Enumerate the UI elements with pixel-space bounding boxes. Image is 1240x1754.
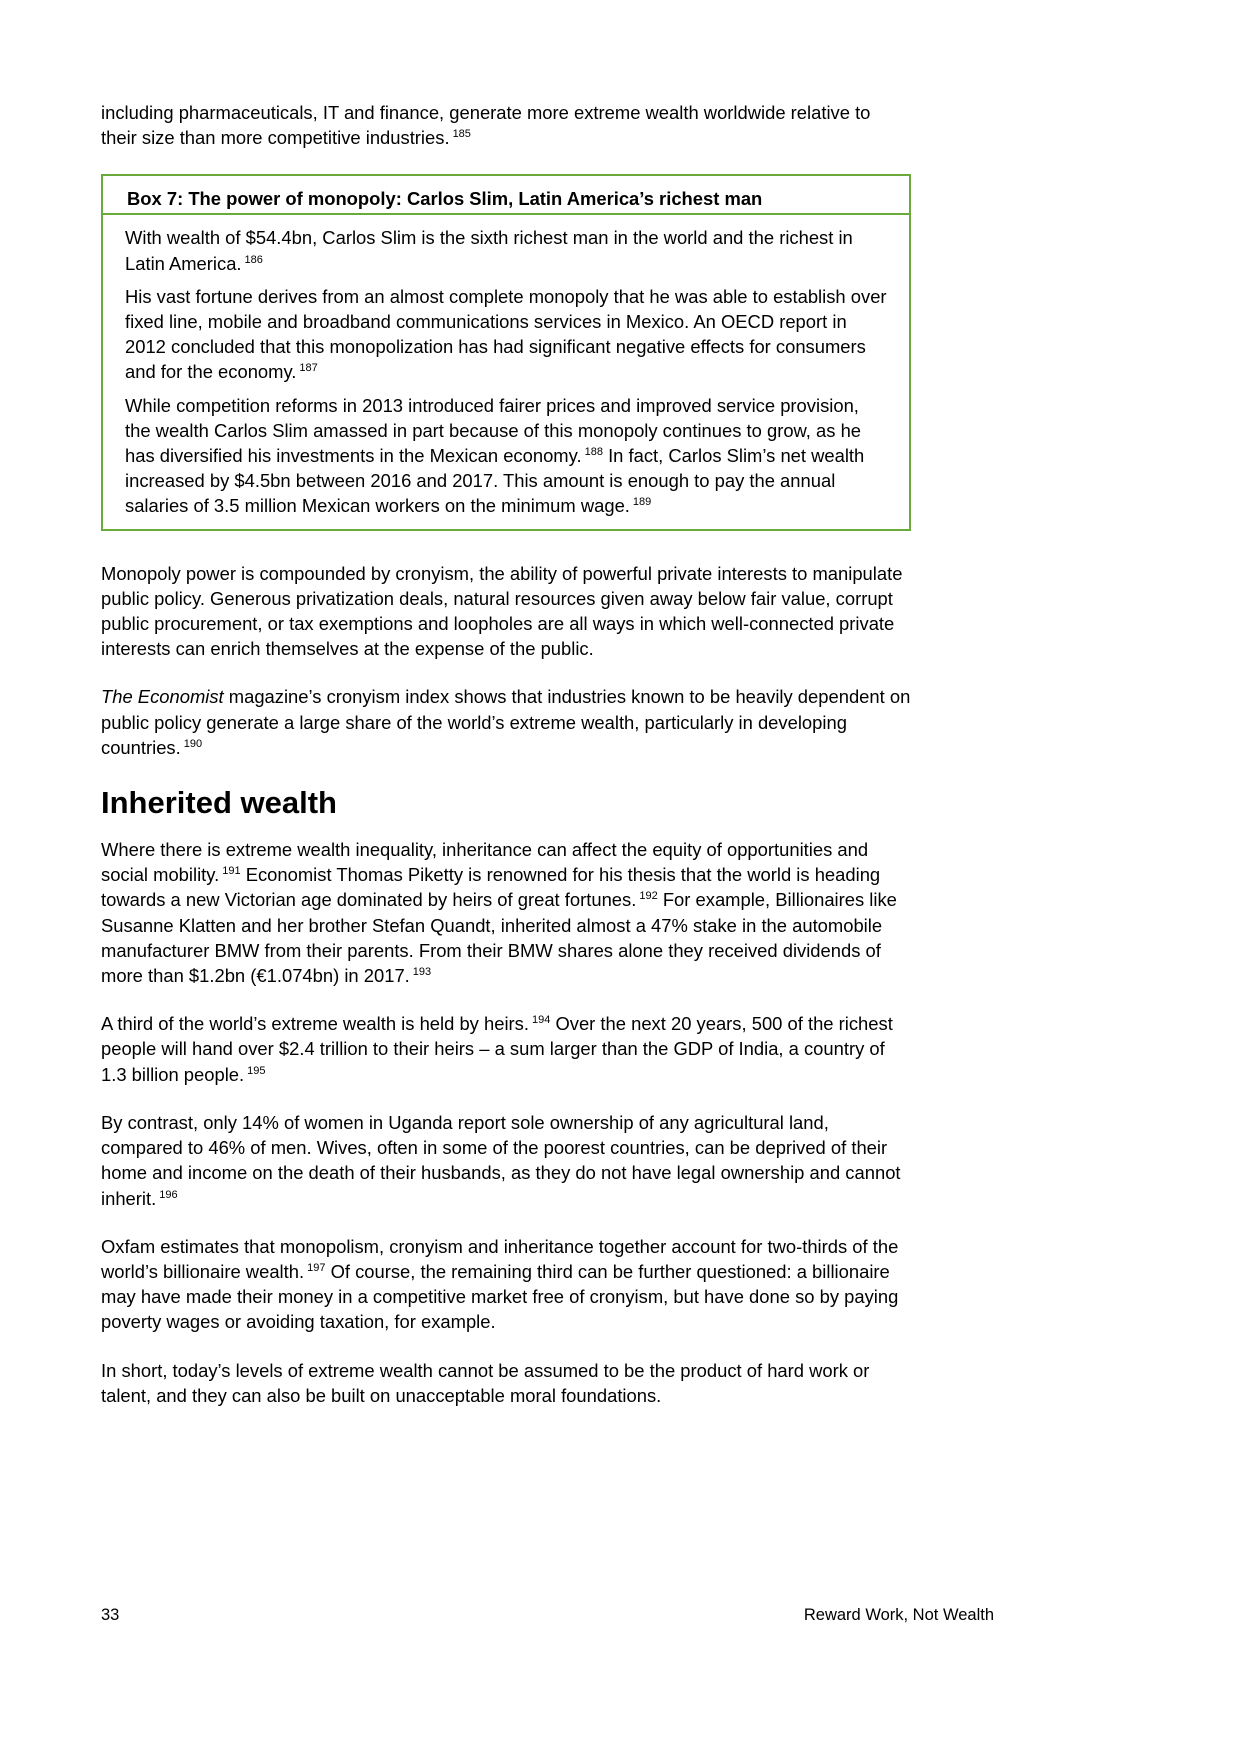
intro-paragraph xyxy=(101,100,911,150)
report-title: Reward Work, Not Wealth xyxy=(803,1606,994,1624)
conclusion-paragraph: In short, today’s levels of extreme wealth cannot be assumed to be the product of hard work or talent, and they can also be built on unacceptable moral foundations. xyxy=(101,1359,870,1406)
uganda-text: By contrast, only 14% of women in Uganda report sole ownership of any agricultural land, compared to 46% of men. Wives, often in some of the poorest countries, can be deprived of their home and income on the death of their husbands, as they do not have legal ownership and cannot inherit. xyxy=(101,1111,901,1209)
oxfam-text-b: Of course, the remaining third can be further questioned: a billionaire may have made their money in a competitive market free of cronyism, but have done so by paying poverty wages or avoiding taxation, for example. xyxy=(101,1260,899,1333)
footnote-ref[interactable]: 191 xyxy=(222,865,241,878)
inheritance-paragraph xyxy=(101,837,911,988)
box-paragraph-2-text: His vast fortune derives from an almost complete monopoly that he was able to establish over fixed line, mobile and broadband communications services in Mexico. An OECD report in 2012 concluded that this monopolization has had significant negative effects for consumers and for the economy. xyxy=(125,285,887,383)
inheritance-text-a: Where there is extreme wealth inequality, inheritance can affect the equity of opportunities and social mobility. xyxy=(101,839,869,886)
box-paragraph-3-text-a: While competition reforms in 2013 introduced fairer prices and improved service provision, the wealth Carlos Slim amassed in part because of this monopoly continues to grow, as he has diversified his investments in the Mexican economy. xyxy=(125,394,862,467)
publication-title: The Economist xyxy=(101,686,224,708)
footnote-ref[interactable]: 190 xyxy=(183,737,203,750)
footnote-ref[interactable]: 192 xyxy=(639,890,658,903)
footnote-ref[interactable]: 187 xyxy=(299,362,318,375)
page-content xyxy=(101,100,911,1431)
intro-text: including pharmaceuticals, IT and finance, generate more extreme wealth worldwide relative to their size than more competitive industries. xyxy=(101,102,871,149)
inheritance-text-b: Economist Thomas Piketty is renowned for his thesis that the world is heading towards a new Victorian age dominated by heirs of great fortunes. xyxy=(101,864,881,911)
box-body xyxy=(103,215,909,528)
footnote-ref[interactable]: 195 xyxy=(247,1064,266,1077)
footnote-ref[interactable]: 197 xyxy=(307,1261,326,1274)
uganda-paragraph xyxy=(101,1110,911,1211)
heirs-text-a: A third of the world’s extreme wealth is held by heirs. xyxy=(101,1013,529,1035)
box-paragraph-3 xyxy=(125,393,887,519)
heirs-text-b: Over the next 20 years, 500 of the richest people will hand over $2.4 trillion to their heirs – a sum larger than the GDP of India, a country of 1.3 billion people. xyxy=(101,1013,893,1085)
footnote-ref[interactable]: 196 xyxy=(159,1188,178,1201)
footnote-ref[interactable]: 186 xyxy=(244,253,263,266)
footnote-ref[interactable]: 193 xyxy=(412,966,432,979)
box-paragraph-3-text-b: In fact, Carlos Slim’s net wealth increased by $4.5bn between 2016 and 2017. This amount is enough to pay the annual salaries of 3.5 million Mexican workers on the minimum wage. xyxy=(125,445,865,517)
page-number: 33 xyxy=(101,1606,120,1624)
footnote-ref[interactable]: 194 xyxy=(531,1014,551,1027)
footnote-ref[interactable]: 188 xyxy=(584,446,603,459)
economist-paragraph xyxy=(101,684,911,760)
box-paragraph-1 xyxy=(125,225,887,275)
section-heading: Inherited wealth xyxy=(101,785,337,821)
box-title: Box 7: The power of monopoly: Carlos Slim, Latin America’s richest man xyxy=(103,176,909,215)
oxfam-paragraph xyxy=(101,1234,911,1335)
box-paragraph-2 xyxy=(125,284,887,385)
heirs-paragraph xyxy=(101,1011,911,1087)
oxfam-text-a: Oxfam estimates that monopolism, cronyism and inheritance together account for two-thirds of the world’s billionaire wealth. xyxy=(101,1235,899,1282)
economist-text: magazine’s cronyism index shows that industries known to be heavily dependent on public policy generate a large share of the world’s extreme wealth, particularly in developing countries. xyxy=(101,686,911,758)
box-7 xyxy=(101,174,911,530)
footnote-ref[interactable]: 185 xyxy=(452,128,471,141)
cronyism-paragraph: Monopoly power is compounded by cronyism, the ability of powerful private interests to manipulate public policy. Generous privatization deals, natural resources given away below fair value, corrupt public procurement, or tax exemptions and loopholes are all ways in which well-connected private interests can enrich themselves at the expense of the public. xyxy=(101,562,903,660)
inheritance-text-c: For example, Billionaires like Susanne Klatten and her brother Stefan Quandt, inherited almost a 47% stake in the automobile manufacturer BMW from their parents. From their BMW shares alone they received dividends of more than $1.2bn (€1.074bn) in 2017. xyxy=(101,889,897,987)
footnote-ref[interactable]: 189 xyxy=(632,496,652,509)
box-paragraph-1-text: With wealth of $54.4bn, Carlos Slim is the sixth richest man in the world and the richest in Latin America. xyxy=(125,227,853,274)
